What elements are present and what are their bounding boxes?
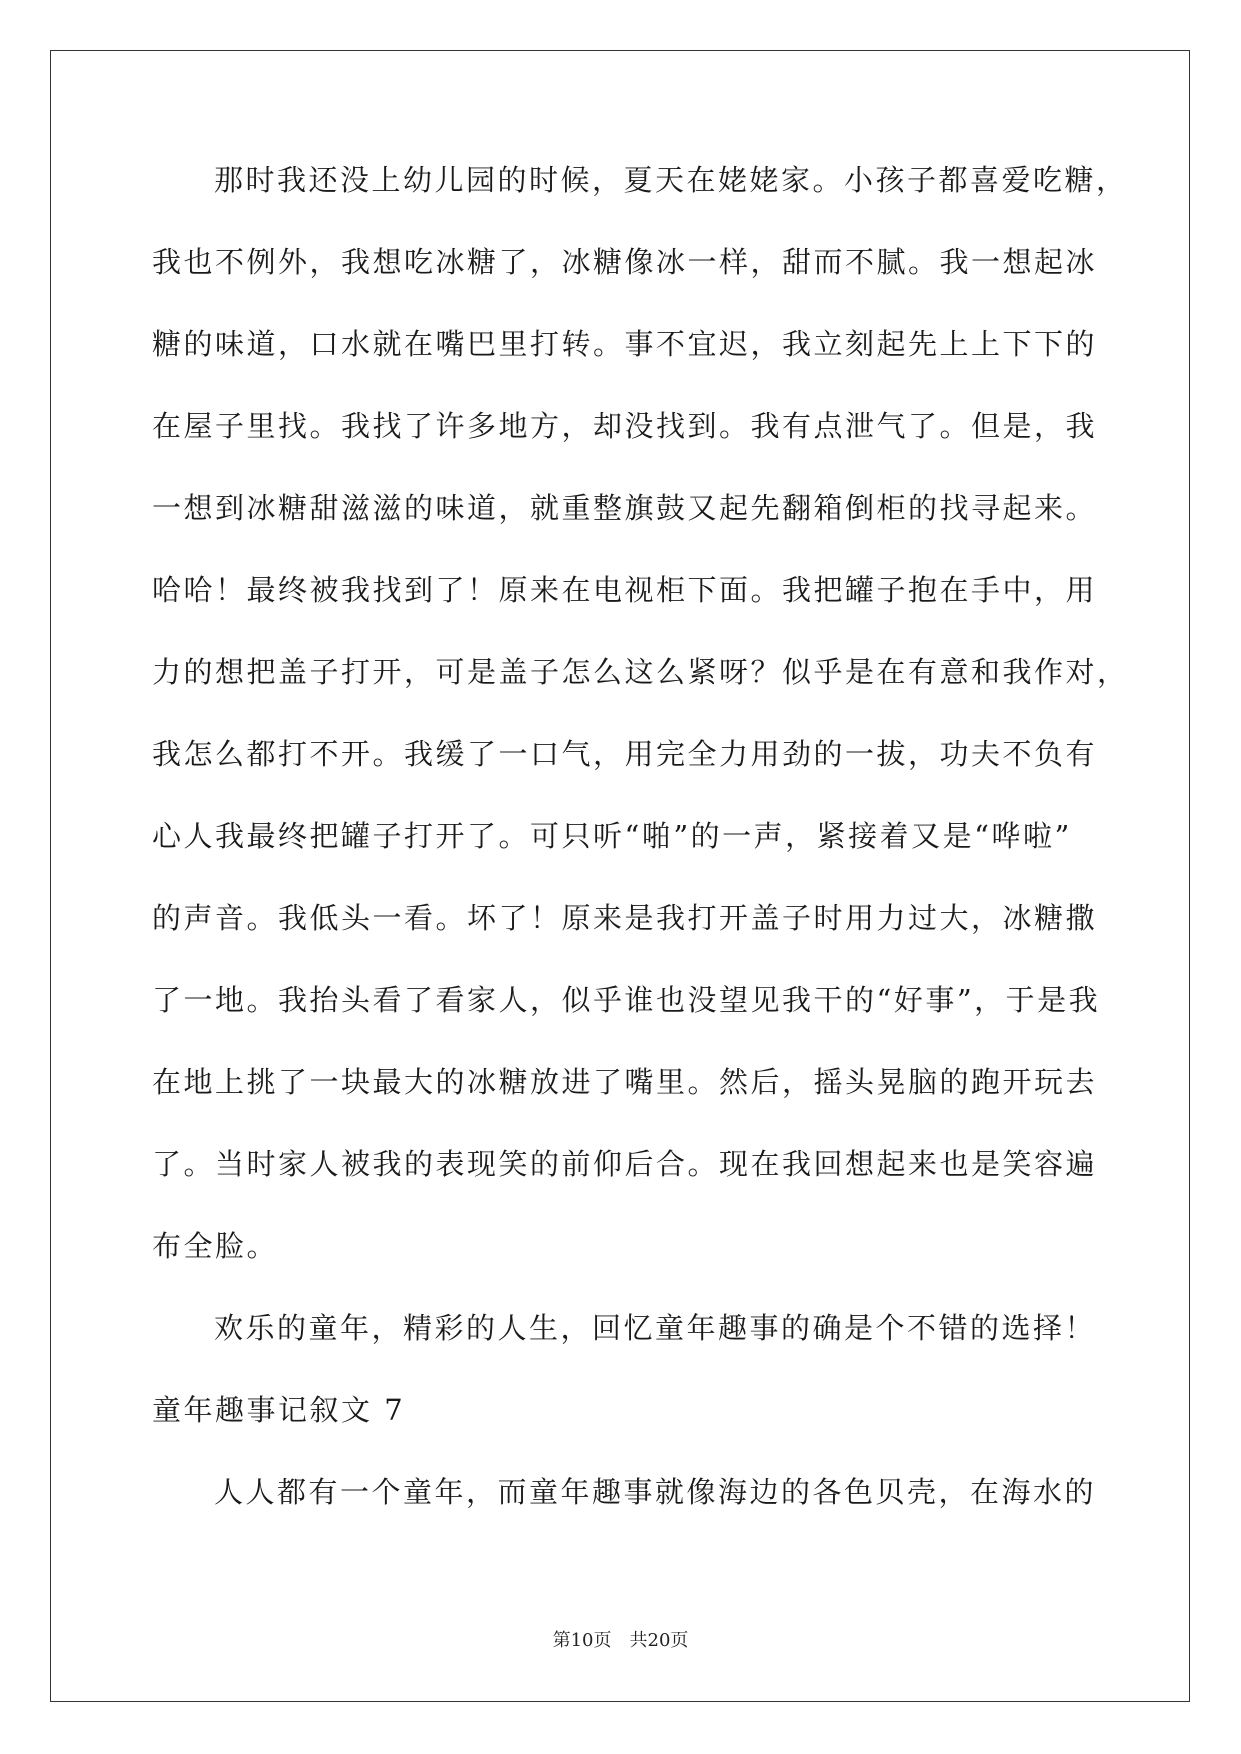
paragraph-line: 在地上挑了一块最大的冰糖放进了嘴里。然后，摇头晃脑的跑开玩去: [152, 1065, 1098, 1099]
paragraph-line: 那时我还没上幼儿园的时候，夏天在姥姥家。小孩子都喜爱吃糖，: [214, 163, 1128, 197]
paragraph-line: 在屋子里找。我找了许多地方，却没找到。我有点泄气了。但是，我: [152, 409, 1098, 443]
paragraph-line: 糖的味道，口水就在嘴巴里打转。事不宜迟，我立刻起先上上下下的: [152, 327, 1098, 361]
paragraph-line: 一想到冰糖甜滋滋的味道，就重整旗鼓又起先翻箱倒柜的找寻起来。: [152, 491, 1098, 525]
paragraph-line: 了一地。我抬头看了看家人，似乎谁也没望见我干的“好事”，于是我: [152, 983, 1101, 1017]
paragraph-line: 力的想把盖子打开，可是盖子怎么这么紧呀？似乎是在有意和我作对，: [152, 655, 1129, 689]
paragraph-line: 心人我最终把罐子打开了。可只听“啪”的一声，紧接着又是“哗啦”: [152, 819, 1072, 853]
paragraph-line: 的声音。我低头一看。坏了！原来是我打开盖子时用力过大，冰糖撒: [152, 901, 1098, 935]
document-body: [152, 160, 1129, 1554]
paragraph-line: 了。当时家人被我的表现笑的前仰后合。现在我回想起来也是笑容遍: [152, 1147, 1098, 1181]
paragraph-line: 布全脸。: [152, 1229, 279, 1263]
section-heading: 童年趣事记叙文 7: [152, 1393, 406, 1427]
paragraph-line: 人人都有一个童年，而童年趣事就像海边的各色贝壳，在海水的: [214, 1475, 1097, 1509]
paragraph-line: 我也不例外，我想吃冰糖了，冰糖像冰一样，甜而不腻。我一想起冰: [152, 245, 1098, 279]
page-number-footer: 第10页 共20页: [552, 1630, 689, 1651]
paragraph-line: 欢乐的童年，精彩的人生，回忆童年趣事的确是个不错的选择！: [214, 1311, 1097, 1345]
paragraph-line: 哈哈！最终被我找到了！原来在电视柜下面。我把罐子抱在手中，用: [152, 573, 1098, 607]
paragraph-line: 我怎么都打不开。我缓了一口气，用完全力用劲的一拔，功夫不负有: [152, 737, 1098, 771]
